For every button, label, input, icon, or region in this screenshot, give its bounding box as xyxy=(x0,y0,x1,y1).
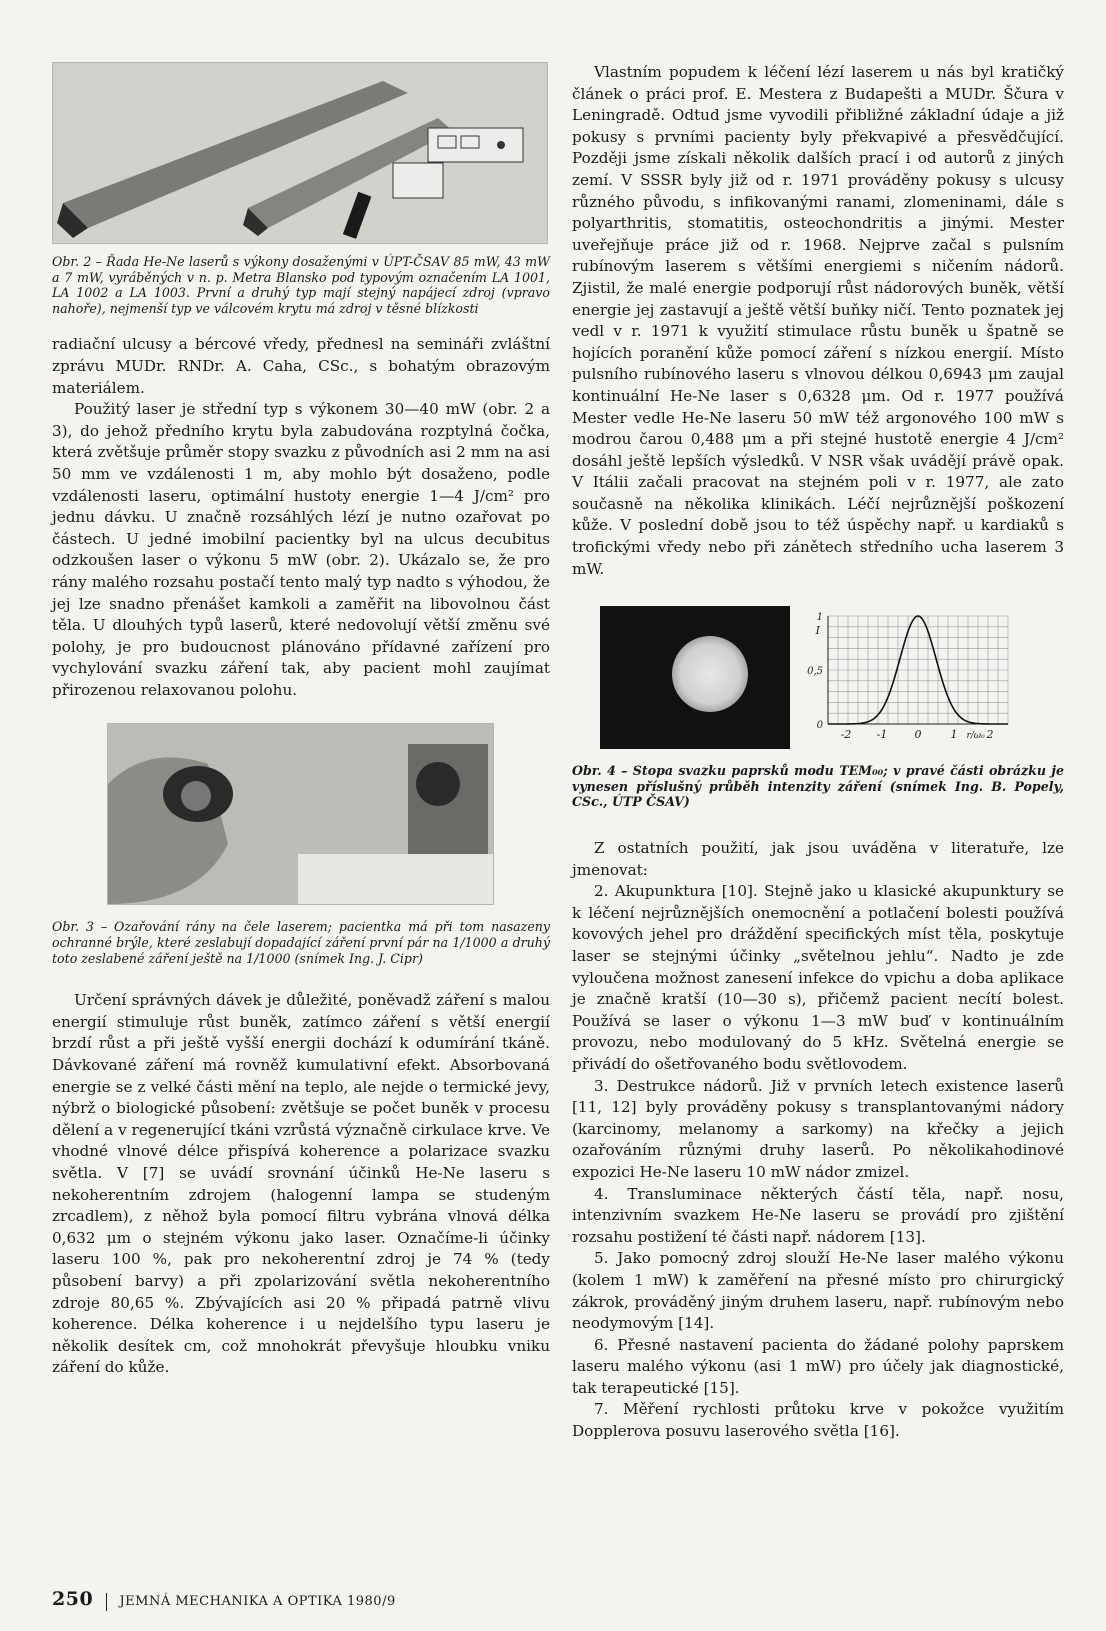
list-item xyxy=(572,1184,1064,1249)
footer-divider xyxy=(106,1593,107,1611)
paragraph xyxy=(572,838,1064,881)
right-text-block-2 xyxy=(572,838,1064,1443)
list-item-text: 6. Přesné nastavení pacienta do žádané polohy paprskem laseru malého výkonu (asi 1 mW) pro účely jak diagnostické, tak terapeutické [15]. xyxy=(572,1335,1064,1397)
right-text-block-1 xyxy=(572,62,1064,580)
paragraph: radiační ulcusy a bércové vředy, přednesl na semináři zvláštní zprávu MUDr. RNDr. A. Caha, CSc., s bohatým obrazovým materiálem. xyxy=(52,335,550,397)
intensity-profile-chart xyxy=(798,606,1018,749)
list-item-text: 4. Transluminace některých částí těla, např. nosu, intenzivním svazkem He-Ne laseru se provádí pro zjištění rozsahu postižení té části např. nádorem [13]. xyxy=(572,1184,1064,1246)
left-column xyxy=(52,62,550,1379)
y-tick-label: 0,5 xyxy=(807,666,823,678)
x-axis-label: r/ω₀ xyxy=(966,731,985,742)
laser-tubes-image xyxy=(53,63,547,243)
left-text-block-2 xyxy=(52,990,550,1379)
patient-with-laser-image xyxy=(108,724,493,904)
paragraph-text: Vlastním popudem k léčení lézí laserem u nás byl kratičký článek o práci prof. E. Mestera z Budapešti a MUDr. Ščura v Leningradě. Odtud jsme vyvodili přibližné základní údaje a již pokusy s prvními pacienty byly překvapivé a přesvědčující. Později jsme získali několik dalších prací i od autorů z jiných zemí. V SSSR byly již od r. 1971 prováděny pokusy s ulcusy různého původu, s infikovanými ranami, zlomeninami, dále s polyarthritis, stomatitis, osteochondritis a jinými. Mester uveřejňuje práce již od r. 1968. Nejprve začal s pulsním rubínovým laserem s většími energiemi s ničením nádorů. Zjistil, že malé energie podporují růst nádorových buněk, větší energie jej zastavují a ještě větší buňky ničí. Tento poznatek jej vedl v r. 1971 k využití stimulace růstu buněk u špatně se hojících poranění kůže pomocí záření s nízkou energií. Místo pulsního rubínového laseru s vlnovou délkou 0,6943 μm zaujal kontinuální He-Ne laser s 0,6328 μm. Od r. 1977 používá Mester vedle He-Ne laseru 50 mW též argonového 100 mW s modrou čarou 0,488 μm a při stejné hustotě energie 4 J/cm² dosáhl ještě lepších výsledků. V NSR však uvádějí právě opak. V Itálii začali pracovat na stejném poli v r. 1977, ale zato současně na několika klinikách. Léčí nejrůznější poškození kůže. V poslední době jsou to též úspěchy např. u kardiaků s trofickými vředy nebo při zánětech středního ucha laserem 3 mW. xyxy=(572,63,1064,578)
paragraph-text: Použitý laser je střední typ s výkonem 30—40 mW (obr. 2 a 3), do jehož předního krytu byla zabudována rozptylná čočka, která zvětšuje průměr stopy svazku z původních asi 2 mm na asi 50 mm ve vzdálenosti 1 m, aby mohlo být dosaženo, podle vzdálenosti laseru, optimální hustoty energie 1—4 J/cm² pro jednu dávku. U značně rozsáhlých lézí je nutno ozařovat po částech. U jedné imobilní pacientky byl na ulcus decubitus odzkoušen laser o výkonu 5 mW (obr. 2). Ukázalo se, že pro rány malého rozsahu postačí tento malý typ nadto s výhodou, že jej lze snadno přenášet kamkoli a zaměřit na libovolnou část těla. U dlouhých typů laserů, které nedovolují větší změnu své polohy, je pro budoucnost plánováno přídavné zařízení pro vychylování svazku záření tak, aby pacient mohl zaujímat přirozenou relaxovanou polohu. xyxy=(52,400,550,699)
paragraph xyxy=(52,990,550,1379)
y-tick-label: 1 xyxy=(816,612,823,624)
list-item-text: 3. Destrukce nádorů. Již v prvních letech existence laserů [11, 12] byly prováděny pokusy s transplantovanými nádory (karcinomy, melanomy a sarkomy) na křečky a jejich ozařováním různými druhy laserů. Po několikahodinové expozici He-Ne laseru 10 mW nádor zmizel. xyxy=(572,1076,1064,1181)
list-item-text: 7. Měření rychlosti průtoku krve v pokožce využitím Dopplerova posuvu laserového světla [16]. xyxy=(572,1400,1064,1441)
x-tick-label: -1 xyxy=(876,728,888,742)
journal-name: JEMNÁ MECHANIKA A OPTIKA 1980/9 xyxy=(119,1594,396,1609)
x-tick-label: 2 xyxy=(986,728,994,742)
list-item-text: 5. Jako pomocný zdroj slouží He-Ne laser malého výkonu (kolem 1 mW) k zaměření na přesné místo pro chirurgický zákrok, prováděný jiným druhem laseru, např. rubínovým nebo neodymovým [14]. xyxy=(572,1249,1064,1333)
y-axis-label: I xyxy=(815,624,820,638)
figure-3-photo xyxy=(107,723,494,905)
x-tick-label: 0 xyxy=(914,728,922,742)
list-item-text: 2. Akupunktura [10]. Stejně jako u klasické akupunktury se k léčení nejrůznějších onemocnění a potlačení bolesti používá kovových jehel pro dráždění specifických míst těla, poskytuje laser se stejnými účinky „světelnou jehlu“. Nadto je zde vyloučena možnost zanesení infekce do vpichu a doba aplikace je značně kratší (10—30 s), přičemž pacient necítí bolest. Používá se laser o výkonu 1—3 mW buď v kontinuálním provozu, nebo modulovaný do 5 kHz. Světelná energie se přivádí do ošetřovaného bodu světlovodem. xyxy=(572,882,1064,1073)
paragraph-text: Z ostatních použití, jak jsou uváděna v literatuře, lze jmenovat: xyxy=(572,839,1064,879)
list-item xyxy=(572,1248,1064,1334)
x-tick-label: 1 xyxy=(950,728,958,742)
page-number: 250 xyxy=(52,1588,94,1610)
list-item xyxy=(572,1335,1064,1400)
figure-2-caption: Obr. 2 – Řada He-Ne laserů s výkony dosaženými v ÚPT-ČSAV 85 mW, 43 mW a 7 mW, vyráběných v n. p. Metra Blansko pod typovým označením LA 1001, LA 1002 a LA 1003. První a druhý typ mají stejný napájecí zdroj (vpravo nahoře), nejmenší typ ve válcovém krytu má zdroj v těsné blízkosti xyxy=(52,254,550,316)
list-item xyxy=(572,1076,1064,1184)
figure-4-caption: Obr. 4 – Stopa svazku paprsků modu TEM₀₀; v pravé části obrázku je vynesen příslušný průběh intenzity záření (snímek Ing. B. Popely, CSc., ÚTP ČSAV) xyxy=(572,763,1064,810)
beam-spot xyxy=(672,636,748,712)
page-footer xyxy=(52,1588,396,1611)
beam-spot-photo xyxy=(600,606,790,749)
right-column xyxy=(572,62,1064,1443)
paragraph-text: Určení správných dávek je důležité, poněvadž záření s malou energií stimuluje růst buněk, zatímco záření s větší energií brzdí růst a při ještě vyšší energii dochází k odumírání tkáně. Dávkované záření má rovněž kumulativní efekt. Absorbovaná energie se z velké části mění na teplo, ale nejde o termické jevy, nýbrž o biologické působení: zvětšuje se počet buněk v procesu dělení a v regenerující tkáni vzrůstá význačně cirkulace krve. Ve vhodné vlnové délce přispívá koherence a polarizace svazku světla. V [7] se uvádí srovnání účinků He-Ne laseru s nekoherentním zdrojem (halogenní lampa se studeným zrcadlem), z něhož byla pomocí filtru vybrána vlnová délka 0,632 μm o stejném výkonu jako laser. Označíme-li účinky laseru 100 %, pak pro nekoherentní zdroj je 74 % (tedy působení barvy) a při zpolarizování světla nekoherentního zdroje 80,65 %. Zbývajících asi 20 % připadá patrně vlivu koherence. Délka koherence i u nejdelšího typu laseru je několik desítek cm, což mnohokrát převyšuje hloubku vniku záření do kůže. xyxy=(52,991,550,1377)
figure-3-caption: Obr. 3 – Ozařování rány na čele laserem; pacientka má při tom nasazeny ochranné brýle, které zeslabují dopadající záření první pár na 1/1000 a druhý toto zeslabené záření ještě na 1/1000 (snímek Ing. J. Cipr) xyxy=(52,919,550,966)
list-item xyxy=(572,881,1064,1075)
figure-4 xyxy=(600,606,1064,749)
figure-2-photo xyxy=(52,62,548,244)
y-tick-label: 0 xyxy=(816,720,823,732)
paragraph xyxy=(52,399,550,701)
list-item xyxy=(572,1399,1064,1442)
paragraph xyxy=(572,62,1064,580)
left-text-block-1 xyxy=(52,334,550,701)
x-tick-label: -2 xyxy=(840,728,852,742)
